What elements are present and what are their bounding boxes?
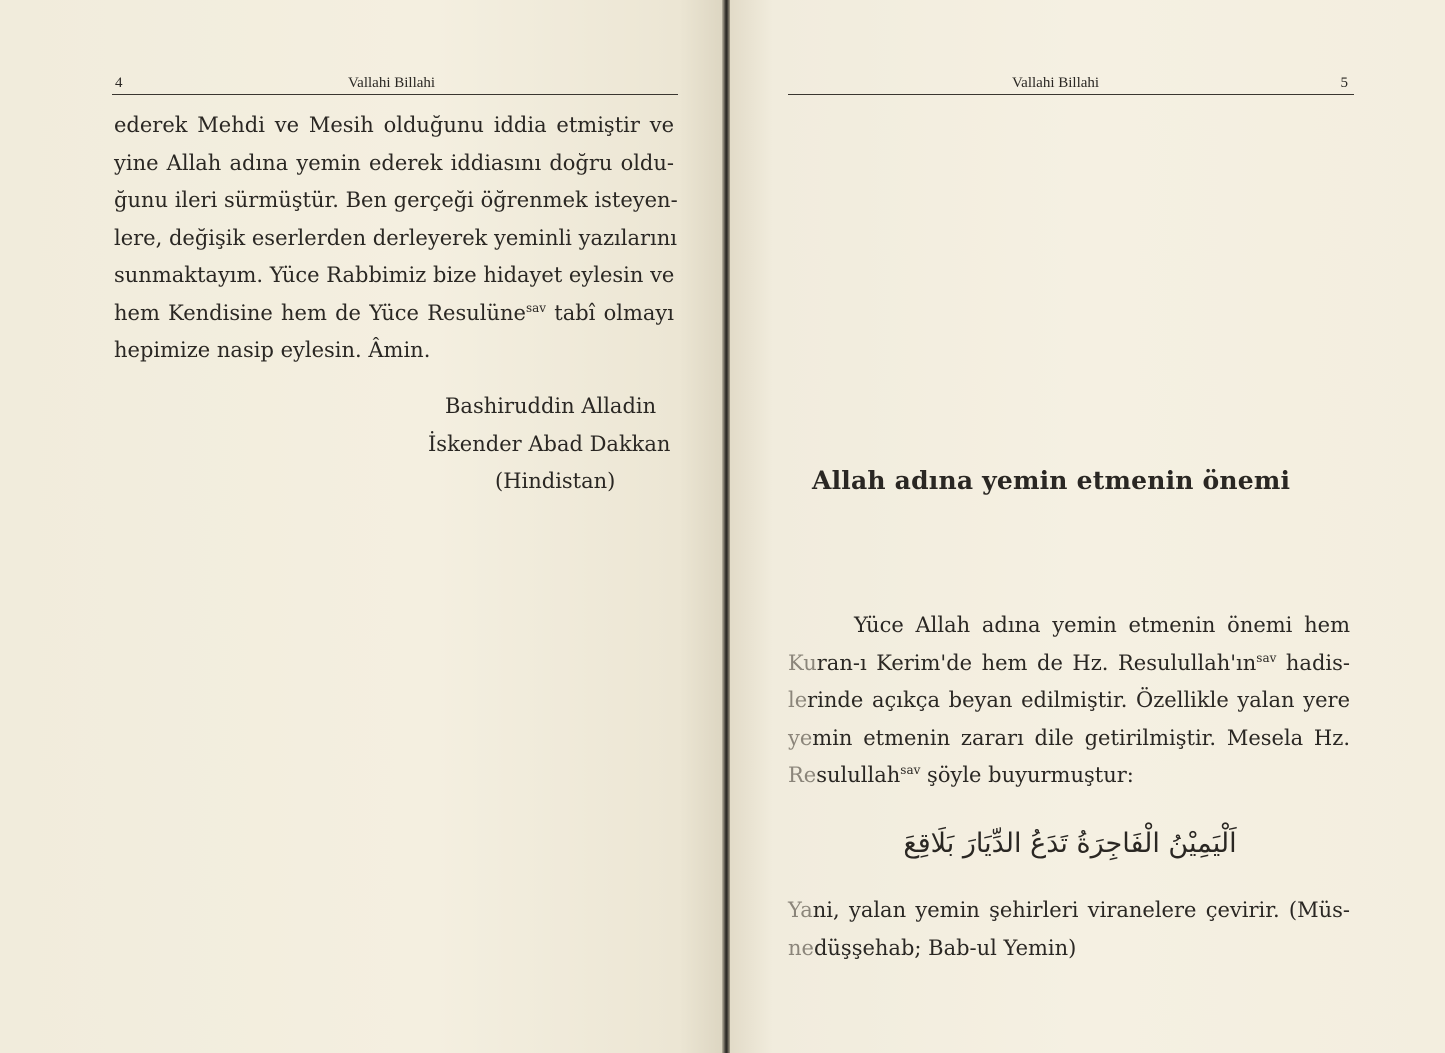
author-name: Bashiruddin Alladin <box>445 394 657 418</box>
text-segment: ni, yalan yemin şehirleri viranelere çevirir. (Müs- <box>812 898 1350 922</box>
text-segment: tabî olmayı <box>546 300 675 325</box>
author-signature-block <box>400 388 700 501</box>
running-head-right <box>788 72 1354 95</box>
chapter-title: Allah adına yemin etmenin önemi <box>812 466 1291 495</box>
text-segment: hem Kendisine hem de Yüce Resulüne <box>114 300 526 325</box>
text-segment: ye <box>788 725 813 750</box>
author-country: (Hindistan) <box>495 469 616 493</box>
left-page <box>0 0 722 1053</box>
running-title: Vallahi Billahi <box>1012 75 1100 91</box>
page-number: 5 <box>1340 75 1348 91</box>
honorific-superscript: sav <box>525 300 547 315</box>
arabic-hadith-quote: اَلْيَمِيْنُ الْفَاجِرَةُ تَدَعُ الدِّيَارَ بَلَاقِعَ <box>903 828 1237 859</box>
text-segment: şöyle buyurmuştur: <box>920 763 1134 787</box>
text-segment: le <box>788 688 808 712</box>
right-body-text-translation <box>788 892 1350 967</box>
text-segment: ran-ı Kerim'de hem de Hz. Resulullah'ın <box>816 650 1257 675</box>
page-number: 4 <box>115 75 123 91</box>
left-body-text <box>114 107 678 370</box>
text-segment: hadis- <box>1276 650 1350 675</box>
text-line <box>788 757 1350 795</box>
text-line: lere, değişik eserlerden derleyerek yeminli yazılarını <box>114 225 677 250</box>
text-line: ederek Mehdi ve Mesih olduğunu iddia etmiştir ve <box>114 113 674 137</box>
honorific-superscript: sav <box>1256 650 1277 665</box>
honorific-superscript: sav <box>900 763 921 777</box>
right-body-text <box>788 607 1350 795</box>
author-place: İskender Abad Dakkan <box>428 431 671 456</box>
text-segment: sulullah <box>816 763 901 787</box>
text-line <box>788 682 1350 720</box>
right-page <box>730 0 1445 1053</box>
text-segment: Re <box>788 763 817 787</box>
running-title: Vallahi Billahi <box>348 75 436 91</box>
text-line: ğunu ileri sürmüştür. Ben gerçeği öğrenmek isteyen- <box>114 188 678 212</box>
text-line: yine Allah adına yemin ederek iddiasını doğru oldu- <box>114 150 674 175</box>
text-line: Yüce Allah adına yemin etmenin önemi hem <box>854 613 1350 637</box>
book-gutter <box>722 0 730 1053</box>
text-line: hepimize nasip eylesin. Âmin. <box>114 338 431 362</box>
text-segment: min etmenin zararı dile getirilmiştir. Mesela Hz. <box>812 725 1350 750</box>
text-line <box>788 645 1350 683</box>
running-head-left <box>112 72 678 95</box>
text-line: sunmaktayım. Yüce Rabbimiz bize hidayet eylesin ve <box>114 263 675 287</box>
text-segment: ne <box>788 935 814 960</box>
text-segment: Ku <box>788 650 817 675</box>
text-segment: Ya <box>788 898 813 922</box>
text-segment: rinde açıkça beyan edilmiştir. Özellikle yalan yere <box>807 688 1350 712</box>
text-line <box>788 720 1350 758</box>
text-line <box>788 930 1350 968</box>
text-line <box>788 892 1350 930</box>
text-line <box>114 295 674 333</box>
text-segment: düşşehab; Bab-ul Yemin) <box>813 935 1077 960</box>
